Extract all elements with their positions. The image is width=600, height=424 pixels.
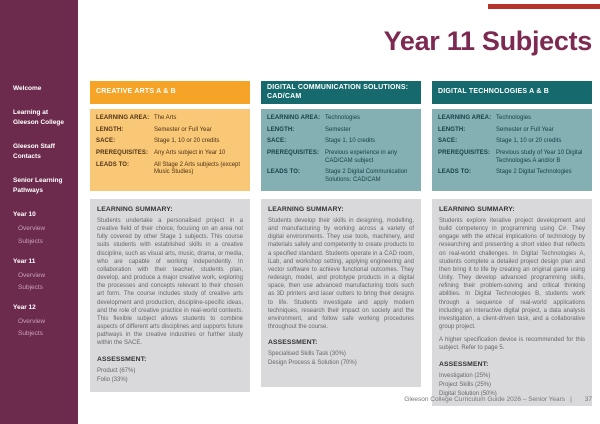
info-value: All Stage 2 Arts subjects (except Music Studies): [154, 161, 241, 176]
info-row-sace: [96, 138, 244, 146]
info-value: Semester or Full Year: [496, 126, 554, 133]
info-row-learning-area: [438, 115, 586, 123]
assessment-item: Project Skills (25%): [439, 381, 492, 388]
info-label: SACE:: [438, 138, 458, 145]
info-label: PREREQUISITES:: [438, 150, 491, 157]
info-label: LEARNING AREA:: [438, 115, 492, 121]
page-number: 37: [584, 396, 592, 403]
sidebar-group-year-12: [13, 303, 70, 340]
sidebar-item-year-11-overview[interactable]: Overview: [18, 271, 46, 279]
sidebar-item-year-12-overview[interactable]: Overview: [18, 318, 46, 326]
info-value: Any Arts subject in Year 10: [154, 150, 226, 157]
info-row-length: [438, 127, 586, 135]
assessment-item: Digital Solution (50%): [439, 391, 497, 398]
learning-summary-heading: LEARNING SUMMARY:: [97, 206, 173, 213]
learning-summary-text: Students undertake a personalised project in a creative field of their choice, focusing on an area not fully covered by other Stage 1 subjects. This course suits students with established skills in a creative discipline, such as visual arts, music, drama, or media, who are capable of working independently. In collaboration with their teacher, students plan, develop, and produce a major creative work, exploring the processes and concepts relevant to their chosen art form. The course includes study of creative arts development and production, discipline-specific ideas, and the role of creative practice in real-world contexts. This flexible subject allows students to combine aspects of different arts disciplines and supports future pathways in the creative industries or further study within the SACE.: [97, 218, 243, 347]
info-row-prerequisites: [438, 150, 586, 165]
info-label: LENGTH:: [438, 126, 466, 133]
sidebar-item-year-10-overview[interactable]: Overview: [18, 225, 46, 233]
card-summary-box: [432, 199, 592, 406]
info-value: Technologies: [496, 115, 532, 121]
info-row-sace: [438, 138, 586, 146]
info-label: LEADS TO:: [438, 169, 472, 176]
info-label: SACE:: [267, 138, 287, 145]
card-info-box: [261, 109, 421, 191]
info-label: LENGTH:: [96, 126, 124, 133]
info-value: Stage 1, 10 credits: [325, 138, 376, 145]
top-accent-bar: [488, 4, 600, 9]
info-row-learning-area: [267, 115, 415, 123]
subject-cards: [90, 81, 592, 398]
sidebar-item-welcome[interactable]: Welcome: [13, 85, 42, 92]
info-value: Stage 1, 10 or 20 credits: [154, 138, 220, 145]
assessment-item: Product (67%): [97, 367, 136, 374]
info-label: PREREQUISITES:: [267, 150, 320, 157]
sidebar-item-senior-learning-pathways[interactable]: Senior Learning Pathways: [13, 177, 63, 195]
info-value: Stage 1, 10 or 20 credits: [496, 138, 562, 145]
assessment-heading: ASSESSMENT:: [268, 339, 318, 347]
card-info-box: [432, 109, 592, 191]
footer-text: Gleeson College Curriculum Guide 2026 – Senior Years: [404, 396, 566, 403]
sidebar-item-learning-at-gleeson-college[interactable]: Learning at Gleeson College: [13, 109, 64, 127]
info-label: SACE:: [96, 138, 116, 145]
assessment-item: Design Process & Solution (70%): [268, 360, 357, 367]
info-row-length: [267, 127, 415, 135]
sidebar: [0, 0, 78, 424]
info-value: Stage 2 Digital Technologies: [496, 169, 572, 176]
info-row-prerequisites: [96, 150, 244, 158]
sidebar-group-year-10: [13, 210, 70, 247]
info-value: Semester: [325, 126, 351, 133]
info-row-leads-to: [267, 169, 415, 184]
sidebar-group-year-11: [13, 257, 70, 294]
learning-summary-text: Students explore iterative project development and build competency in programming using C#. They engage with the ethical implications of technology by researching and presenting a short video that reflects on real-world challenges. In Digital Technologies A, students complete a detailed project design plan and then bring it to life by creating an original game using Unity. They develop advanced programming skills, refining their problem-solving and critical thinking abilities. In Digital Technologies B, students work through a sequence of real-world applications including an interactive digital project, a data analysis investigation, a client-driven task, and a collaborative group project.: [439, 218, 585, 331]
info-row-sace: [267, 138, 415, 146]
learning-summary-heading: LEARNING SUMMARY:: [439, 206, 515, 213]
info-value: Semester or Full Year: [154, 126, 212, 133]
card-digital-technologies: [432, 81, 592, 398]
card-info-box: [90, 109, 250, 191]
info-label: LEARNING AREA:: [96, 115, 150, 121]
sidebar-item-year-10-subjects[interactable]: Subjects: [18, 237, 43, 245]
card-title-digital-technologies: DIGITAL TECHNOLOGIES A & B: [432, 81, 592, 104]
info-label: LEARNING AREA:: [267, 115, 321, 121]
assessment-item: Specialised Skills Task (30%): [268, 351, 346, 358]
learning-summary-text: Students develop their skills in designing, modelling, and manufacturing by working across a variety of digital environments. They use tools, machinery, and materials safely and competently to create products to a specified standard. Students operate in a CAD room, iLab, and workshop setting, applying engineering and vector software to achieve functional outcomes. They redesign, model, and prototype products in a digital space, then use advanced manufacturing tools such as 3D printers and laser cutters to bring their designs to life. Students investigate and apply modern techniques, research their impact on society and the environment, and follow safe working procedures throughout the course.: [268, 218, 414, 331]
sidebar-item-year-11[interactable]: Year 11: [13, 257, 36, 265]
info-row-leads-to: [96, 162, 244, 177]
info-value: Previous experience in any CAD/CAM subject: [325, 150, 398, 164]
sidebar-item-year-12-subjects[interactable]: Subjects: [18, 330, 43, 338]
info-row-length: [96, 127, 244, 135]
card-summary-box: [261, 199, 421, 387]
info-row-prerequisites: [267, 150, 415, 165]
assessment-heading: ASSESSMENT:: [97, 355, 147, 363]
info-value: Stage 2 Digital Communication Solutions: CAD/CAM: [325, 169, 408, 184]
sidebar-item-gleeson-staff-contacts[interactable]: Gleeson Staff Contacts: [13, 143, 55, 161]
assessment-heading: ASSESSMENT:: [439, 360, 489, 368]
info-value: Previous study of Year 10 Digital Technologies A and/or B: [496, 150, 583, 164]
info-row-leads-to: [438, 169, 586, 177]
sidebar-item-year-10[interactable]: Year 10: [13, 211, 36, 219]
assessment-item: Investigation (25%): [439, 372, 491, 379]
sidebar-item-year-12[interactable]: Year 12: [13, 304, 36, 312]
info-row-learning-area: [96, 115, 244, 123]
info-label: LEADS TO:: [96, 161, 130, 168]
card-digital-communication-solutions: [261, 81, 421, 387]
page-footer: [404, 396, 592, 403]
footer-separator: |: [570, 396, 572, 403]
assessment-item: Folio (33%): [97, 376, 128, 383]
learning-summary-heading: LEARNING SUMMARY:: [268, 206, 344, 213]
card-title-creative-arts: CREATIVE ARTS A & B: [90, 81, 250, 104]
sidebar-item-year-11-subjects[interactable]: Subjects: [18, 283, 43, 291]
info-label: LEADS TO:: [267, 169, 301, 176]
summary-note: A higher specification device is recommended for this subject. Refer to page 5.: [439, 337, 585, 352]
card-summary-box: [90, 199, 250, 392]
card-creative-arts: [90, 81, 250, 387]
info-value: The Arts: [154, 115, 177, 121]
page-title: Year 11 Subjects: [383, 26, 592, 56]
info-label: LENGTH:: [267, 126, 295, 133]
info-label: PREREQUISITES:: [96, 150, 149, 157]
info-value: Technologies: [325, 115, 361, 121]
card-title-digital-communication-solutions: DIGITAL COMMUNICATION SOLUTIONS: CAD/CAM: [261, 81, 421, 104]
